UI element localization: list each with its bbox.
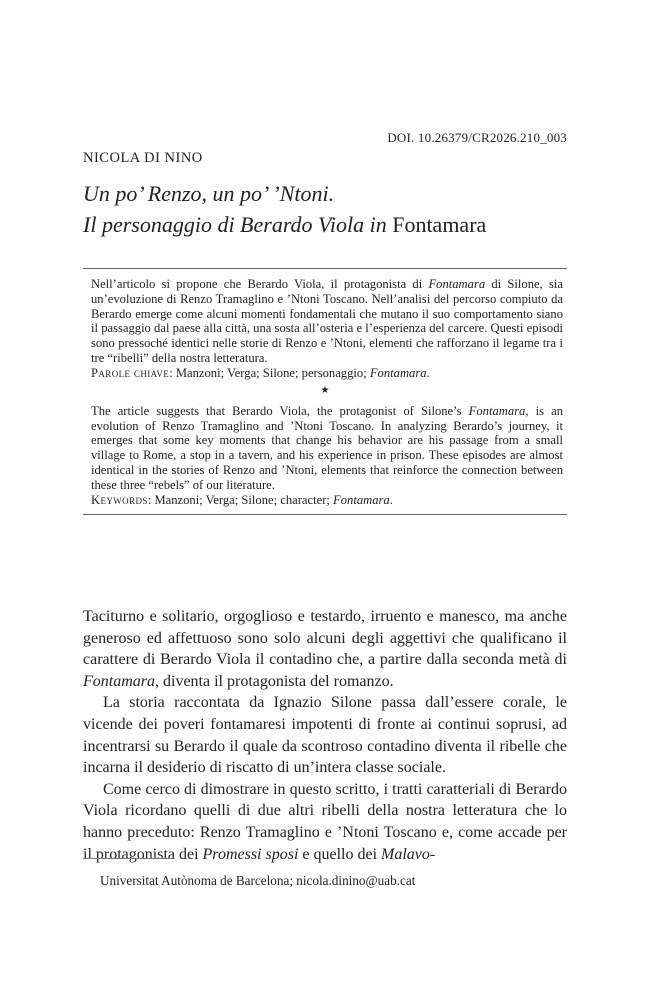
abstract-english — [91, 404, 563, 493]
author-name: NICOLA DI NINO — [83, 150, 203, 166]
footnote-rule — [83, 858, 173, 859]
keywords-english — [91, 493, 567, 508]
body-p3-em-1: Promessi sposi — [202, 845, 299, 863]
body-paragraph-1 — [83, 606, 567, 692]
body-p1-text-a: Taciturno e solitario, orgoglioso e testardo, irruento e manesco, ma anche generoso ed affettuoso sono solo alcuni degli aggettivi che qualificano il carattere di Berardo Viola il contadino che, a partire dalla seconda metà di — [83, 608, 567, 669]
keywords-it-em: Fontamara — [369, 365, 427, 380]
keywords-italian — [91, 366, 567, 381]
title-line-2-italic: Il personaggio di Berardo Viola in — [83, 212, 393, 237]
body-p3-text-a: Come cerco di dimostrare in questo scritto, i tratti caratteriali di Berardo Viola ricordano quelli di due altri ribelli della nostra letteratura che lo hanno preceduto: Renzo Tramaglino e ’Ntoni Toscano e, come accade per il protagonista dei — [83, 780, 567, 863]
body-p3-text-b: e quello dei — [298, 845, 382, 863]
body-p3-em-2: Malavo- — [381, 845, 436, 863]
abstract-it-text-a: Nell’articolo si propone che Berardo Viola, il protagonista di — [91, 277, 429, 291]
abstract-block — [83, 268, 567, 515]
abstract-en-em: Fontamara — [468, 403, 526, 418]
keywords-en-em: Fontamara — [333, 492, 390, 507]
abstract-en-text-a: The article suggests that Berardo Viola, the protagonist of Silone’s — [91, 403, 469, 418]
body-p1-text-b: , diventa il protagonista del romanzo. — [155, 672, 394, 690]
footnote: Universitat Autònoma de Barcelona; nicola.dinino@uab.cat — [100, 873, 416, 888]
keywords-it-end: . — [426, 365, 430, 380]
body-text — [83, 606, 567, 865]
article-title — [83, 178, 583, 240]
keywords-it-label: Parole chiave — [91, 365, 170, 380]
keywords-it-text: : Manzoni; Verga; Silone; personaggio; — [169, 365, 370, 380]
keywords-en-text: : Manzoni; Verga; Silone; character; — [147, 492, 334, 507]
abstract-it-text-b: di Silone, sia un’evoluzione di Renzo Tramaglino e ’Ntoni Toscano. Nell’analisi del percorso compiuto da Berardo emerge come alcuni momenti fondamentali che mutano il suo comportamento siano il passaggio dal paese alla città, una sosta all’osteria e l’esperienza del carcere. Questi episodi sono pressoché identici nelle storie di Renzo e ’Ntoni, elementi che rafforzano il legame tra i tre “ribelli” della nostra letteratura. — [91, 277, 563, 365]
body-paragraph-2: La storia raccontata da Ignazio Silone passa dall’essere corale, le vicende dei poveri fontamaresi impotenti di fronte ai continui soprusi, ad incentrarsi su Berardo il quale da scontroso contadino diventa il ribelle che incarna il desiderio di riscatto di un’intera classe sociale. — [83, 694, 567, 777]
doi: DOI. 10.26379/CR2026.210_003 — [387, 130, 567, 145]
title-line-2 — [83, 209, 583, 240]
abstract-italian — [91, 277, 563, 366]
abstract-en-text-b: , is an evolution of Renzo Tramaglino and ’Ntoni Toscano. In analyzing Berardo’s journey, it emerges that some key moments that change his behavior are his passage from a small village to Rome, a stop in a tavern, and his experience in prison. These episodes are almost identical in the stories of Renzo and ’Ntoni, elements that reinforce the connection between these three “rebels” of our literature. — [91, 403, 564, 492]
title-line-2-roman: Fontamara — [392, 212, 487, 237]
keywords-en-label: Keywords — [91, 492, 148, 507]
star-separator: ★ — [320, 384, 330, 396]
body-p1-em: Fontamara — [83, 672, 155, 690]
body-paragraph-3 — [83, 779, 567, 865]
keywords-en-end: . — [389, 492, 393, 507]
abstract-it-em: Fontamara — [428, 277, 486, 291]
title-line-1: Un po’ Renzo, un po’ ’Ntoni. — [83, 181, 335, 206]
